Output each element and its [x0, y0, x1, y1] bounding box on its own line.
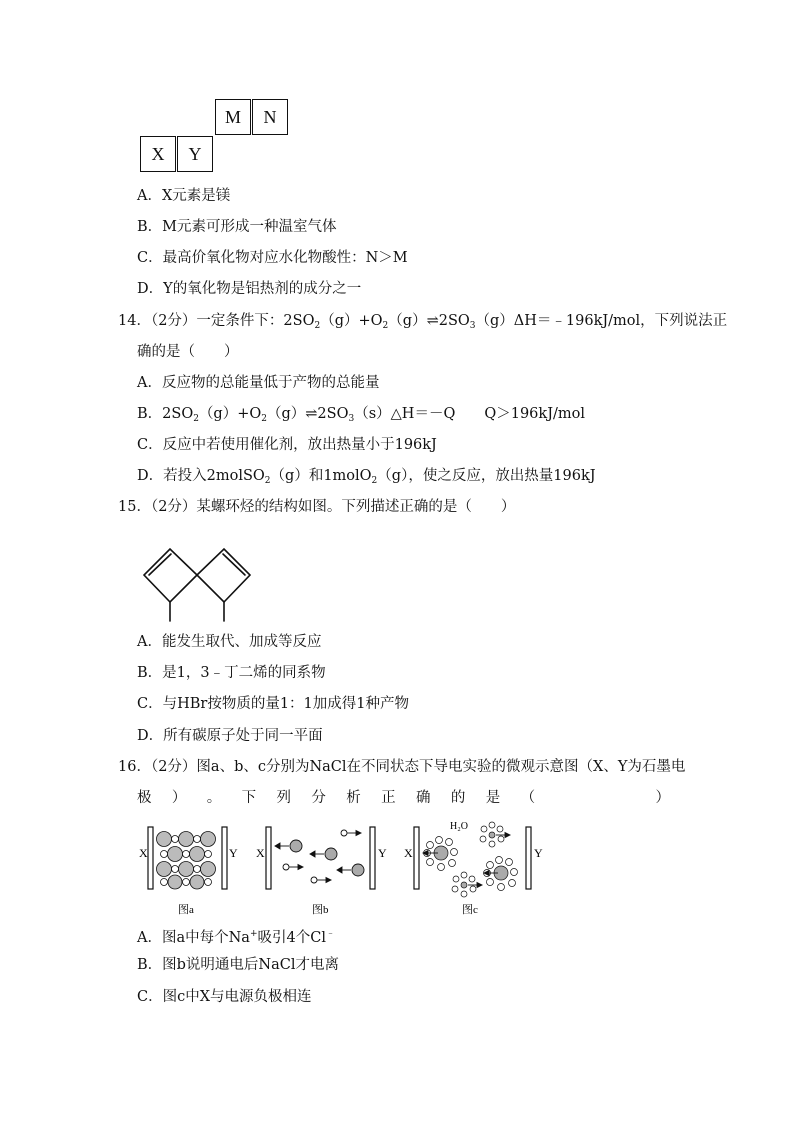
- stem-char: 极: [137, 790, 152, 806]
- q16-option-b: B．图b说明通电后NaCl才电离: [137, 957, 340, 973]
- stem-char: 列: [276, 790, 291, 806]
- q14-option-d-part: （g），使之反应，放出热量196kJ: [377, 468, 596, 484]
- grid-cell-m: M: [215, 99, 251, 135]
- subscript: 2: [193, 414, 199, 424]
- electrode-y-label: Y: [229, 846, 238, 860]
- subscript: 2: [371, 476, 378, 486]
- q15-option-c: C．与HBr按物质的量1：1加成得1种产物: [137, 696, 410, 712]
- q14-stem-part: （g）+O: [320, 313, 383, 329]
- electrode-x: [148, 827, 153, 889]
- superscript: ﹣: [325, 929, 335, 939]
- q14-option-b-part: （s）△H＝－Q Q＞196kJ/mol: [354, 406, 586, 422]
- electrode-y-label: Y: [534, 846, 543, 860]
- electrode-y: [222, 827, 227, 889]
- q13-option-b: B．M元素可形成一种温室气体: [137, 219, 337, 235]
- q16-option-a-part: A．图a中每个Na: [137, 930, 250, 946]
- q16-option-c: C．图c中X与电源负极相连: [137, 989, 312, 1005]
- q14-stem-part: （g）⇌2SO: [388, 313, 470, 329]
- stem-char: 正: [381, 790, 396, 806]
- stem-char: 分: [311, 790, 326, 806]
- electrode-x-label: X: [404, 846, 413, 860]
- q14-option-c: C．反应中若使用催化剂，放出热量小于196kJ: [137, 437, 437, 453]
- stem-char: 是: [485, 790, 501, 806]
- electrode-x: [266, 827, 271, 889]
- q16-option-a: [137, 924, 335, 948]
- caption-c: 图c: [462, 904, 478, 916]
- electrode-y: [526, 827, 531, 889]
- spiro-hydrocarbon-structure: [130, 520, 270, 625]
- q14-option-a: A．反应物的总能量低于产物的总能量: [137, 375, 380, 391]
- superscript: +: [249, 929, 258, 939]
- stem-char: ）: [655, 790, 670, 806]
- q13-option-c: C．最高价氧化物对应水化物酸性：N＞M: [137, 250, 408, 266]
- subscript: 3: [469, 321, 476, 331]
- stem-char: 下: [241, 790, 257, 806]
- electrode-y-label: Y: [378, 846, 387, 860]
- subscript: 2: [382, 321, 389, 331]
- q16-stem: 16．（2分）图a、b、c分别为NaCl在不同状态下导电实验的微观示意图（X、Y为石墨电: [118, 759, 686, 775]
- stem-char: 。: [206, 790, 222, 806]
- q14-option-b-part: B．2SO: [137, 406, 194, 422]
- q13-option-a: A．X元素是镁: [137, 188, 231, 204]
- stem-char: ）: [171, 790, 187, 806]
- stem-char: 的: [450, 790, 466, 806]
- q14-option-d: [137, 466, 596, 491]
- subscript: 2: [314, 321, 321, 331]
- stem-char: 确: [416, 790, 431, 806]
- q15-stem: 15．（2分）某螺环烃的结构如图。下列描述正确的是（ ）: [118, 499, 516, 515]
- q15-option-a: A．能发生取代、加成等反应: [137, 634, 322, 650]
- q15-option-d: D．所有碳原子处于同一平面: [137, 728, 323, 744]
- q14-stem: [118, 311, 727, 336]
- figure-c: [404, 821, 543, 916]
- subscript: 2: [264, 476, 271, 486]
- grid-cell-x: X: [140, 136, 176, 172]
- q16-option-a-part: 吸引4个Cl: [257, 930, 326, 946]
- grid-cell-y: Y: [177, 136, 213, 172]
- q15-option-b: B．是1，3﹣丁二烯的同系物: [137, 665, 326, 681]
- q14-option-d-part: （g）和1molO: [270, 468, 372, 484]
- caption-b: 图b: [312, 904, 329, 916]
- stem-char: 析: [346, 790, 361, 806]
- electrode-x-label: X: [139, 846, 148, 860]
- caption-a: 图a: [178, 904, 194, 916]
- grid-cell-n: N: [252, 99, 288, 135]
- nacl-conduction-figure: [134, 815, 554, 923]
- water-label: H₂O: [450, 821, 468, 832]
- electrode-y: [370, 827, 375, 889]
- subscript: 3: [348, 414, 355, 424]
- q14-option-d-part: D．若投入2molSO: [137, 468, 265, 484]
- q14-option-b-part: （g）⇌2SO: [267, 406, 349, 422]
- q13-option-d: D．Y的氧化物是铝热剂的成分之一: [137, 281, 362, 297]
- figure-a: [139, 827, 238, 916]
- electrode-x: [414, 827, 419, 889]
- subscript: 2: [261, 414, 267, 424]
- q16-stem-line2: [137, 788, 670, 808]
- q14-option-b-part: （g）+O: [198, 406, 262, 422]
- q14-stem-line2: 确的是（ ）: [137, 344, 239, 360]
- figure-b: [256, 827, 387, 916]
- stem-char: （: [520, 790, 536, 806]
- q14-stem-part: （g）ΔH＝﹣196kJ/mol，下列说法正: [475, 313, 728, 329]
- q14-option-b: [137, 404, 585, 429]
- electrode-x-label: X: [256, 846, 265, 860]
- q14-stem-part: 14．（2分）一定条件下：2SO: [118, 313, 315, 329]
